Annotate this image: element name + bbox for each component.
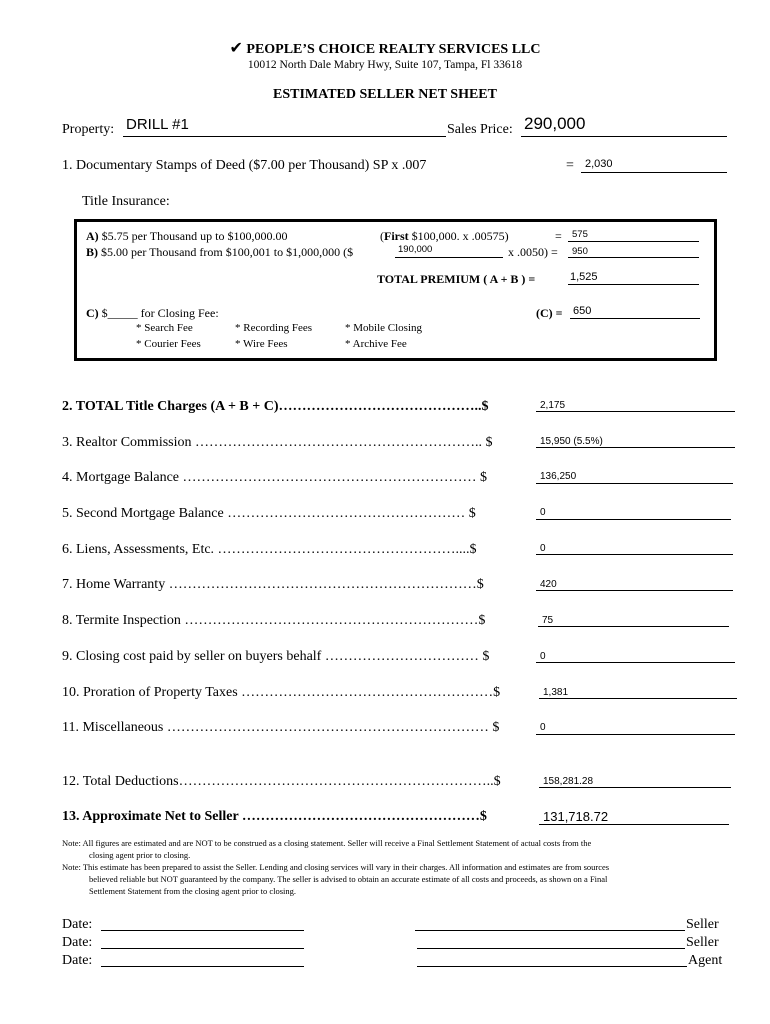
item-6-line (536, 554, 733, 555)
item-10-label: 10. Proration of Property Taxes ………………………………………………$ (62, 685, 501, 700)
a-calc-first: First (384, 229, 409, 243)
property-label: Property: (62, 122, 115, 137)
doc-stamps-value[interactable]: 2,030 (585, 158, 613, 170)
seller-label-2: Seller (686, 935, 719, 950)
net-value[interactable]: 131,718.72 (543, 809, 609, 824)
doc-stamps-label: 1. Documentary Stamps of Deed ($7.00 per Thousand) SP x .007 (62, 158, 427, 173)
fee-archive: * Archive Fee (345, 338, 407, 350)
a-calc-rest: $100,000. x .00575) (411, 229, 509, 243)
fee-recording: * Recording Fees (235, 322, 312, 334)
item-3-value[interactable]: 15,950 (5.5%) (540, 436, 603, 447)
item-11-value[interactable]: 0 (540, 722, 546, 733)
line-a-prefix: A) (86, 229, 99, 243)
total-premium-line (568, 284, 699, 285)
fee-mobile-closing: * Mobile Closing (345, 322, 423, 334)
item-6-label: 6. Liens, Assessments, Etc. ……………………………………………....$ (62, 542, 477, 557)
item-3-line (536, 447, 735, 448)
line-b-prefix: B) (86, 245, 98, 259)
item-11-label: 11. Miscellaneous …………………………………………………………… $ (62, 720, 500, 735)
total-premium-label: TOTAL PREMIUM ( A + B ) = (377, 272, 536, 286)
b-amount-line (395, 257, 503, 258)
b-value[interactable]: 950 (572, 246, 588, 257)
line-a (86, 229, 287, 244)
item-5-line (536, 519, 731, 520)
date-line-3[interactable] (101, 966, 304, 967)
company-name: PEOPLE’S CHOICE REALTY SERVICES LLC (246, 42, 541, 57)
line-a-eq: = (555, 229, 562, 243)
item-2-line (536, 411, 735, 412)
b-value-line (568, 257, 699, 258)
item-9-line (536, 662, 735, 663)
a-value-line (568, 241, 699, 242)
page-title: ESTIMATED SELLER NET SHEET (273, 87, 497, 102)
sales-price-line (521, 136, 727, 137)
b-amount[interactable]: 190,000 (398, 244, 433, 255)
c-label: (C) = (536, 306, 563, 320)
fee-courier: * Courier Fees (136, 338, 201, 350)
line-b (86, 245, 353, 260)
a-calc-open: ( (380, 229, 384, 243)
item-4-value[interactable]: 136,250 (540, 471, 577, 482)
check-icon: ✔ (229, 38, 243, 57)
note-2: Note: This estimate has been prepared to assist the Seller. Lending and closing services will vary in their charges. All information and estimates are from sources (62, 862, 610, 872)
item-3-label: 3. Realtor Commission …………………………………………………….. $ (62, 435, 493, 450)
date-label-3: Date: (62, 953, 93, 968)
total-premium-value[interactable]: 1,525 (570, 271, 598, 283)
item-4-line (536, 483, 733, 484)
property-line (123, 136, 446, 137)
seller-signature-line-2[interactable] (417, 948, 685, 949)
net-label (62, 809, 487, 825)
date-label-2: Date: (62, 935, 93, 950)
sales-price-value[interactable]: 290,000 (524, 114, 586, 133)
agent-signature-line[interactable] (417, 966, 687, 967)
item-8-label: 8. Termite Inspection ………………………………………………………$ (62, 613, 486, 628)
net-label-text: 13. Approximate Net to Seller ……………………………………………$ (62, 809, 487, 824)
item-10-value[interactable]: 1,381 (543, 687, 569, 698)
item-7-value[interactable]: 420 (540, 579, 557, 590)
item-12-label: 12. Total Deductions…………………………………………………………..$ (62, 774, 501, 789)
c-value[interactable]: 650 (573, 305, 592, 317)
item-7-line (536, 590, 733, 591)
note-1: Note: All figures are estimated and are NOT to be construed as a closing statement. Seller will receive a Final Settlement Statement of actual costs from the (62, 838, 592, 848)
fee-search: * Search Fee (136, 322, 193, 334)
item-6-value[interactable]: 0 (540, 543, 546, 554)
net-line (539, 824, 729, 825)
company-address: 10012 North Dale Mabry Hwy, Suite 107, Tampa, Fl 33618 (247, 59, 523, 71)
seller-signature-line-1[interactable] (415, 930, 685, 931)
line-a-calc (380, 229, 509, 244)
line-a-text: $5.75 per Thousand up to $100,000.00 (101, 229, 288, 243)
line-c-prefix: C) (86, 306, 99, 320)
title-insurance-label: Title Insurance: (82, 194, 170, 209)
item-7-label: 7. Home Warranty …………………………………………………………$ (62, 577, 484, 592)
item-8-value[interactable]: 75 (542, 615, 554, 626)
item-12-line (539, 787, 731, 788)
c-value-line (570, 318, 700, 319)
date-line-1[interactable] (101, 930, 304, 931)
note-2-cont-a: believed reliable but NOT guaranteed by the company. The seller is advised to obtain an accurate estimate of all costs and proceeds, as shown on a Final (89, 874, 608, 884)
seller-label-1: Seller (686, 917, 719, 932)
item-9-value[interactable]: 0 (540, 651, 546, 662)
note-2-cont-b: Settlement Statement from the closing agent prior to closing. (89, 886, 297, 896)
date-line-2[interactable] (101, 948, 304, 949)
line-b-calc: x .0050) = (508, 245, 558, 259)
sales-price-label: Sales Price: (447, 122, 513, 137)
item-12-value[interactable]: 158,281.28 (543, 776, 594, 787)
item-8-line (538, 626, 729, 627)
item-11-line (536, 734, 735, 735)
item-2-label (62, 399, 489, 415)
company-heading (0, 38, 770, 58)
property-value[interactable]: DRILL #1 (126, 116, 189, 133)
a-value[interactable]: 575 (572, 229, 588, 240)
doc-stamps-eq: = (566, 158, 574, 173)
line-c-text: $_____ for Closing Fee: (101, 306, 219, 320)
agent-label: Agent (688, 953, 723, 968)
item-2-value[interactable]: 2,175 (540, 400, 566, 411)
note-1-cont: closing agent prior to closing. (89, 850, 191, 860)
date-label-1: Date: (62, 917, 93, 932)
doc-stamps-line (581, 172, 727, 173)
item-2-text: 2. TOTAL Title Charges (A + B + C)……………………………………..$ (62, 399, 489, 414)
fee-wire: * Wire Fees (235, 338, 288, 350)
item-10-line (539, 698, 737, 699)
item-5-value[interactable]: 0 (540, 507, 546, 518)
item-9-label: 9. Closing cost paid by seller on buyers behalf …………………………… $ (62, 649, 490, 664)
line-c (86, 306, 219, 321)
line-b-text: $5.00 per Thousand from $100,001 to $1,000,000 ($ (101, 245, 354, 259)
item-4-label: 4. Mortgage Balance ……………………………………………………… $ (62, 470, 488, 485)
item-5-label: 5. Second Mortgage Balance …………………………………………… $ (62, 506, 476, 521)
